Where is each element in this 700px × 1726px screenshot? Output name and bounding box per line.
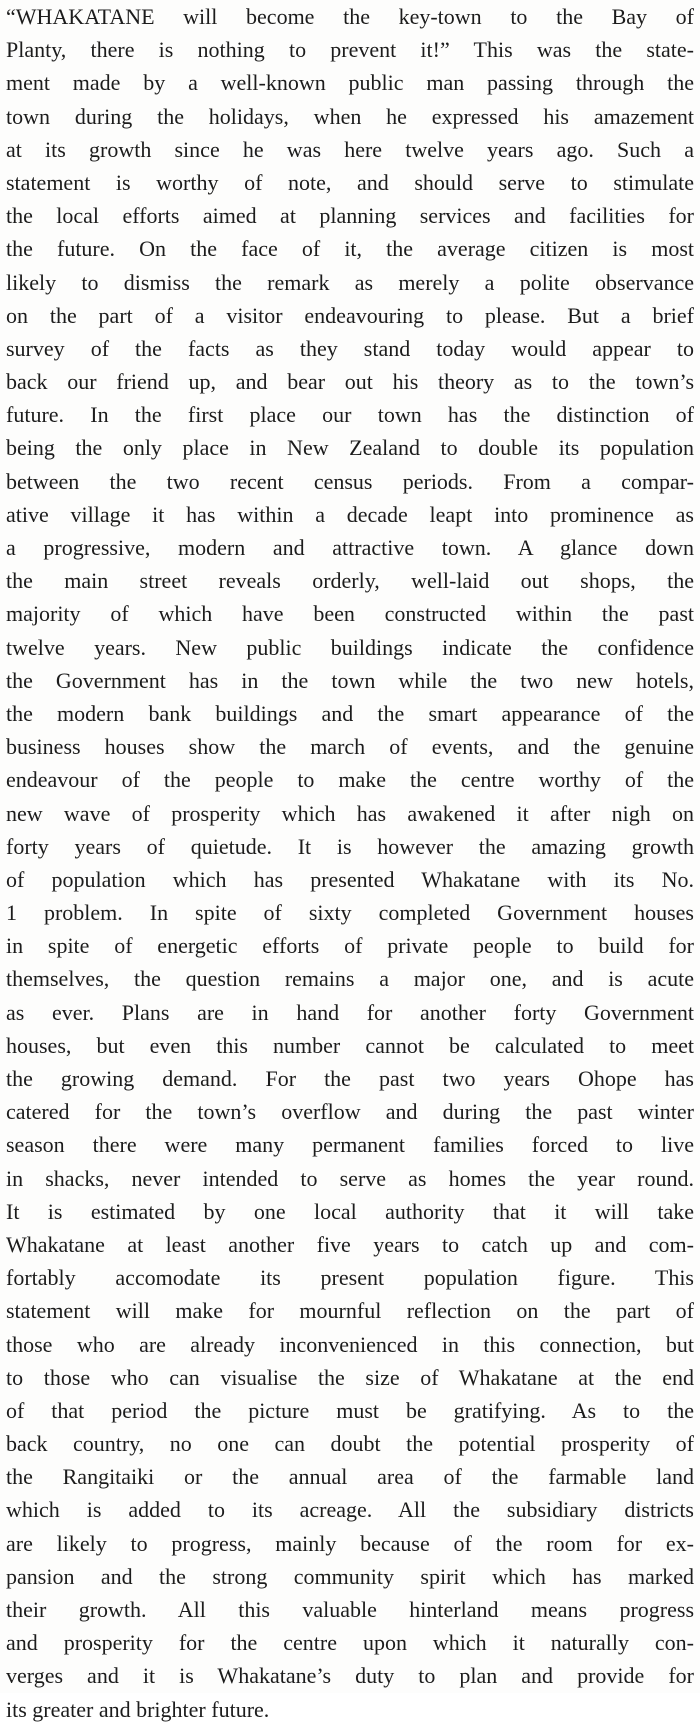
article-line: endeavour of the people to make the centre worthy of the bbox=[6, 767, 694, 793]
article-line: to those who can visualise the size of Whakatane at the end bbox=[6, 1364, 694, 1390]
article-line: of population which has presented Whakatane with its No. bbox=[6, 866, 694, 892]
article-line: ative village it has within a decade leapt into prominence as bbox=[6, 501, 694, 527]
article-line: pansion and the strong community spirit which has marked bbox=[6, 1563, 694, 1589]
article-line: the main street reveals orderly, well-laid out shops, the bbox=[6, 568, 694, 594]
article-line: likely to dismiss the remark as merely a polite observance bbox=[6, 269, 694, 295]
article-line: twelve years. New public buildings indicate the confidence bbox=[6, 634, 694, 660]
article-line: season there were many permanent families forced to live bbox=[6, 1132, 694, 1158]
article-line: the Rangitaiki or the annual area of the farmable land bbox=[6, 1464, 694, 1490]
article-line: houses, but even this number cannot be calculated to meet bbox=[6, 1032, 694, 1058]
article-line: the modern bank buildings and the smart appearance of the bbox=[6, 700, 694, 726]
article-line: statement will make for mournful reflection on the part of bbox=[6, 1298, 694, 1324]
article-line: new wave of prosperity which has awakened it after nigh on bbox=[6, 800, 694, 826]
article-line: their growth. All this valuable hinterland means progress bbox=[6, 1597, 694, 1622]
article-line: at its growth since he was here twelve years ago. Such a bbox=[6, 136, 694, 162]
article-line: and prosperity for the centre upon which it naturally con- bbox=[6, 1630, 694, 1656]
article-line: those who are already inconvenienced in this connection, but bbox=[6, 1331, 694, 1357]
article-line: on the part of a visitor endeavouring to please. But a brief bbox=[6, 302, 694, 328]
article-line: the future. On the face of it, the average citizen is most bbox=[6, 236, 694, 262]
article-line: statement is worthy of note, and should serve to stimulate bbox=[6, 169, 694, 195]
article-body bbox=[6, 0, 694, 1726]
article-line: verges and it is Whakatane’s duty to plan and provide for bbox=[6, 1663, 694, 1689]
article-line: Planty, there is nothing to prevent it!” This was the state- bbox=[6, 37, 694, 63]
article-line: of that period the picture must be gratifying. As to the bbox=[6, 1397, 694, 1423]
article-line: majority of which have been constructed within the past bbox=[6, 601, 694, 627]
article-line: It is estimated by one local authority that it will take bbox=[6, 1198, 694, 1224]
article-line: which is added to its acreage. All the subsidiary districts bbox=[6, 1497, 694, 1523]
article-line: forty years of quietude. It is however the amazing growth bbox=[6, 833, 694, 859]
article-line: a progressive, modern and attractive town. A glance down bbox=[6, 535, 694, 560]
article-line: fortably accomodate its present population figure. This bbox=[6, 1265, 694, 1291]
article-line: “WHAKATANE will become the key-town to the Bay of bbox=[6, 4, 694, 29]
article-line: the Government has in the town while the two new hotels, bbox=[6, 667, 694, 693]
article-line: themselves, the question remains a major one, and is acute bbox=[6, 966, 694, 992]
article-line: the local efforts aimed at planning services and facilities for bbox=[6, 203, 694, 229]
article-line: are likely to progress, mainly because of the room for ex- bbox=[6, 1530, 694, 1556]
article-line: ment made by a well-known public man passing through the bbox=[6, 70, 694, 96]
article-line: business houses show the march of events, and the genuine bbox=[6, 734, 694, 760]
article-line: town during the holidays, when he expressed his amazement bbox=[6, 103, 694, 129]
article-line: survey of the facts as they stand today would appear to bbox=[6, 335, 694, 361]
article-line: between the two recent census periods. From a compar- bbox=[6, 468, 694, 494]
article-line: as ever. Plans are in hand for another forty Government bbox=[6, 999, 694, 1025]
article-line: being the only place in New Zealand to double its population bbox=[6, 435, 694, 461]
article-line: the growing demand. For the past two years Ohope has bbox=[6, 1066, 694, 1091]
article-line: back our friend up, and bear out his theory as to the town’s bbox=[6, 369, 694, 395]
article-line: catered for the town’s overflow and during the past winter bbox=[6, 1099, 694, 1125]
article-line: future. In the first place our town has the distinction of bbox=[6, 402, 694, 428]
article-line: 1 problem. In spite of sixty completed Government houses bbox=[6, 900, 694, 926]
article-line: its greater and brighter future. bbox=[6, 1696, 270, 1722]
article-line: back country, no one can doubt the potential prosperity of bbox=[6, 1431, 694, 1457]
article-line: in spite of energetic efforts of private people to build for bbox=[6, 933, 694, 959]
article-line: in shacks, never intended to serve as homes the year round. bbox=[6, 1165, 694, 1191]
article-line: Whakatane at least another five years to catch up and com- bbox=[6, 1231, 694, 1257]
